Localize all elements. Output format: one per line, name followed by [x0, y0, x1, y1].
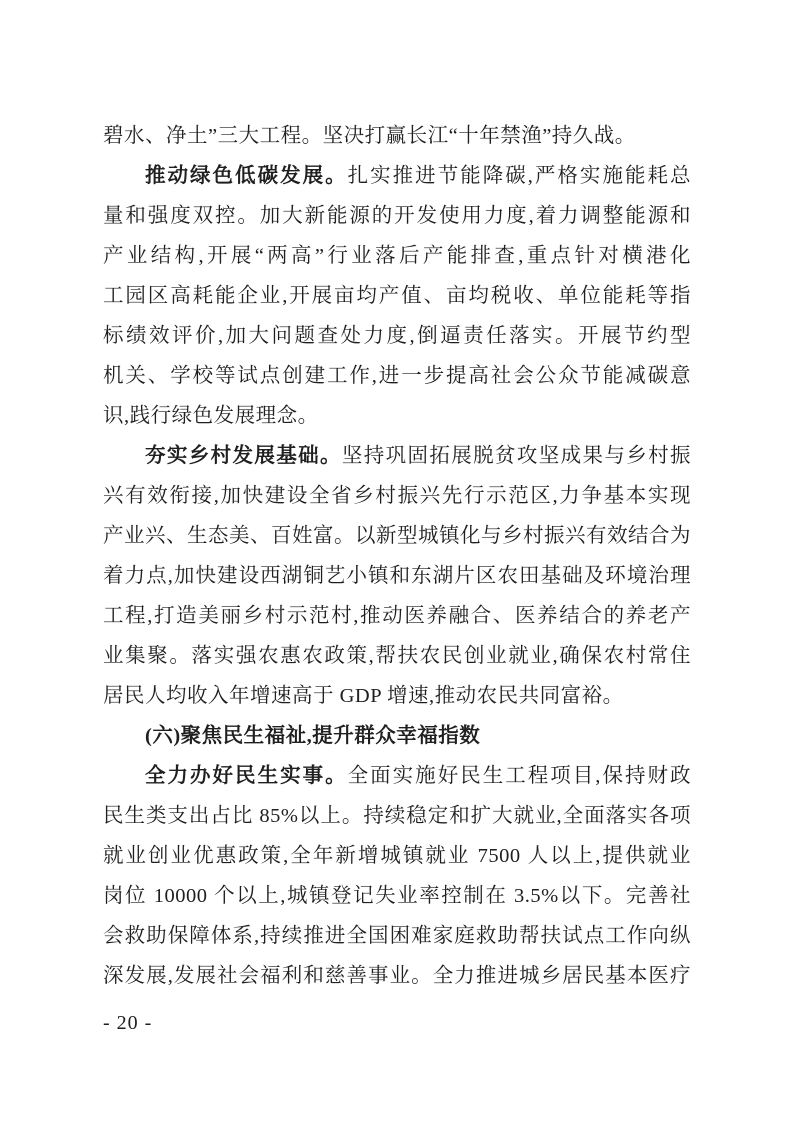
body-text: 产业兴、生态美、百姓富。以新型城镇化与乡村振兴有效结合为: [103, 525, 691, 547]
text-line: [103, 676, 691, 716]
body-text: 兴有效衔接,加快建设全省乡村振兴先行示范区,力争基本实现: [103, 485, 691, 507]
text-line: [103, 476, 691, 516]
text-line: [103, 876, 691, 916]
body-text: 坚持巩固拓展脱贫攻坚成果与乡村振: [341, 445, 691, 467]
text-line: [103, 516, 691, 556]
text-line: [103, 156, 691, 196]
text-line: [103, 956, 691, 996]
body-text: 扎实推进节能降碳,严格实施能耗总: [347, 165, 691, 187]
body-text: 机关、学校等试点创建工作,进一步提高社会公众节能减碳意: [103, 365, 691, 387]
page-number: - 20 -: [103, 1012, 153, 1034]
bold-lead-text: (六)聚焦民生福祉,提升群众幸福指数: [145, 725, 481, 747]
text-line: [103, 236, 691, 276]
text-line: [103, 636, 691, 676]
text-line: [103, 116, 691, 156]
text-line: [103, 556, 691, 596]
bold-lead-text: 夯实乡村发展基础。: [145, 445, 342, 467]
body-text: 产业结构,开展“两高”行业落后产能排查,重点针对横港化: [103, 245, 691, 267]
body-text: 碧水、净土”三大工程。坚决打赢长江“十年禁渔”持久战。: [103, 125, 636, 147]
text-line: [103, 196, 691, 236]
body-text: 民生类支出占比 85%以上。持续稳定和扩大就业,全面落实各项: [103, 805, 691, 827]
text-line: [103, 796, 691, 836]
body-text: 着力点,加快建设西湖铜艺小镇和东湖片区农田基础及环境治理: [103, 565, 691, 587]
text-line: [103, 596, 691, 636]
text-line: [103, 276, 691, 316]
body-text: 居民人均收入年增速高于 GDP 增速,推动农民共同富裕。: [103, 685, 624, 707]
text-line: [103, 396, 691, 436]
body-text: 就业创业优惠政策,全年新增城镇就业 7500 人以上,提供就业: [103, 845, 691, 867]
bold-lead-text: 推动绿色低碳发展。: [145, 165, 348, 187]
text-line: [103, 356, 691, 396]
bold-lead-text: 全力办好民生实事。: [145, 765, 348, 787]
body-text: 会救助保障体系,持续推进全国困难家庭救助帮扶试点工作向纵: [103, 925, 691, 947]
body-text: 识,践行绿色发展理念。: [103, 405, 319, 427]
text-line: [103, 916, 691, 956]
body-text: 量和强度双控。加大新能源的开发使用力度,着力调整能源和: [103, 205, 691, 227]
text-line: [103, 436, 691, 476]
text-block: [103, 116, 691, 996]
body-text: 全面实施好民生工程项目,保持财政: [347, 765, 691, 787]
body-text: 深发展,发展社会福利和慈善事业。全力推进城乡居民基本医疗: [103, 965, 691, 987]
body-text: 业集聚。落实强农惠农政策,帮扶农民创业就业,确保农村常住: [103, 645, 691, 667]
body-text: 岗位 10000 个以上,城镇登记失业率控制在 3.5%以下。完善社: [103, 885, 691, 907]
heading-line: [103, 716, 691, 756]
text-line: [103, 836, 691, 876]
body-text: 标绩效评价,加大问题查处力度,倒逼责任落实。开展节约型: [103, 325, 691, 347]
text-line: [103, 756, 691, 796]
body-text: 工园区高耗能企业,开展亩均产值、亩均税收、单位能耗等指: [103, 285, 691, 307]
text-line: [103, 316, 691, 356]
body-text: 工程,打造美丽乡村示范村,推动医养融合、医养结合的养老产: [103, 605, 691, 627]
